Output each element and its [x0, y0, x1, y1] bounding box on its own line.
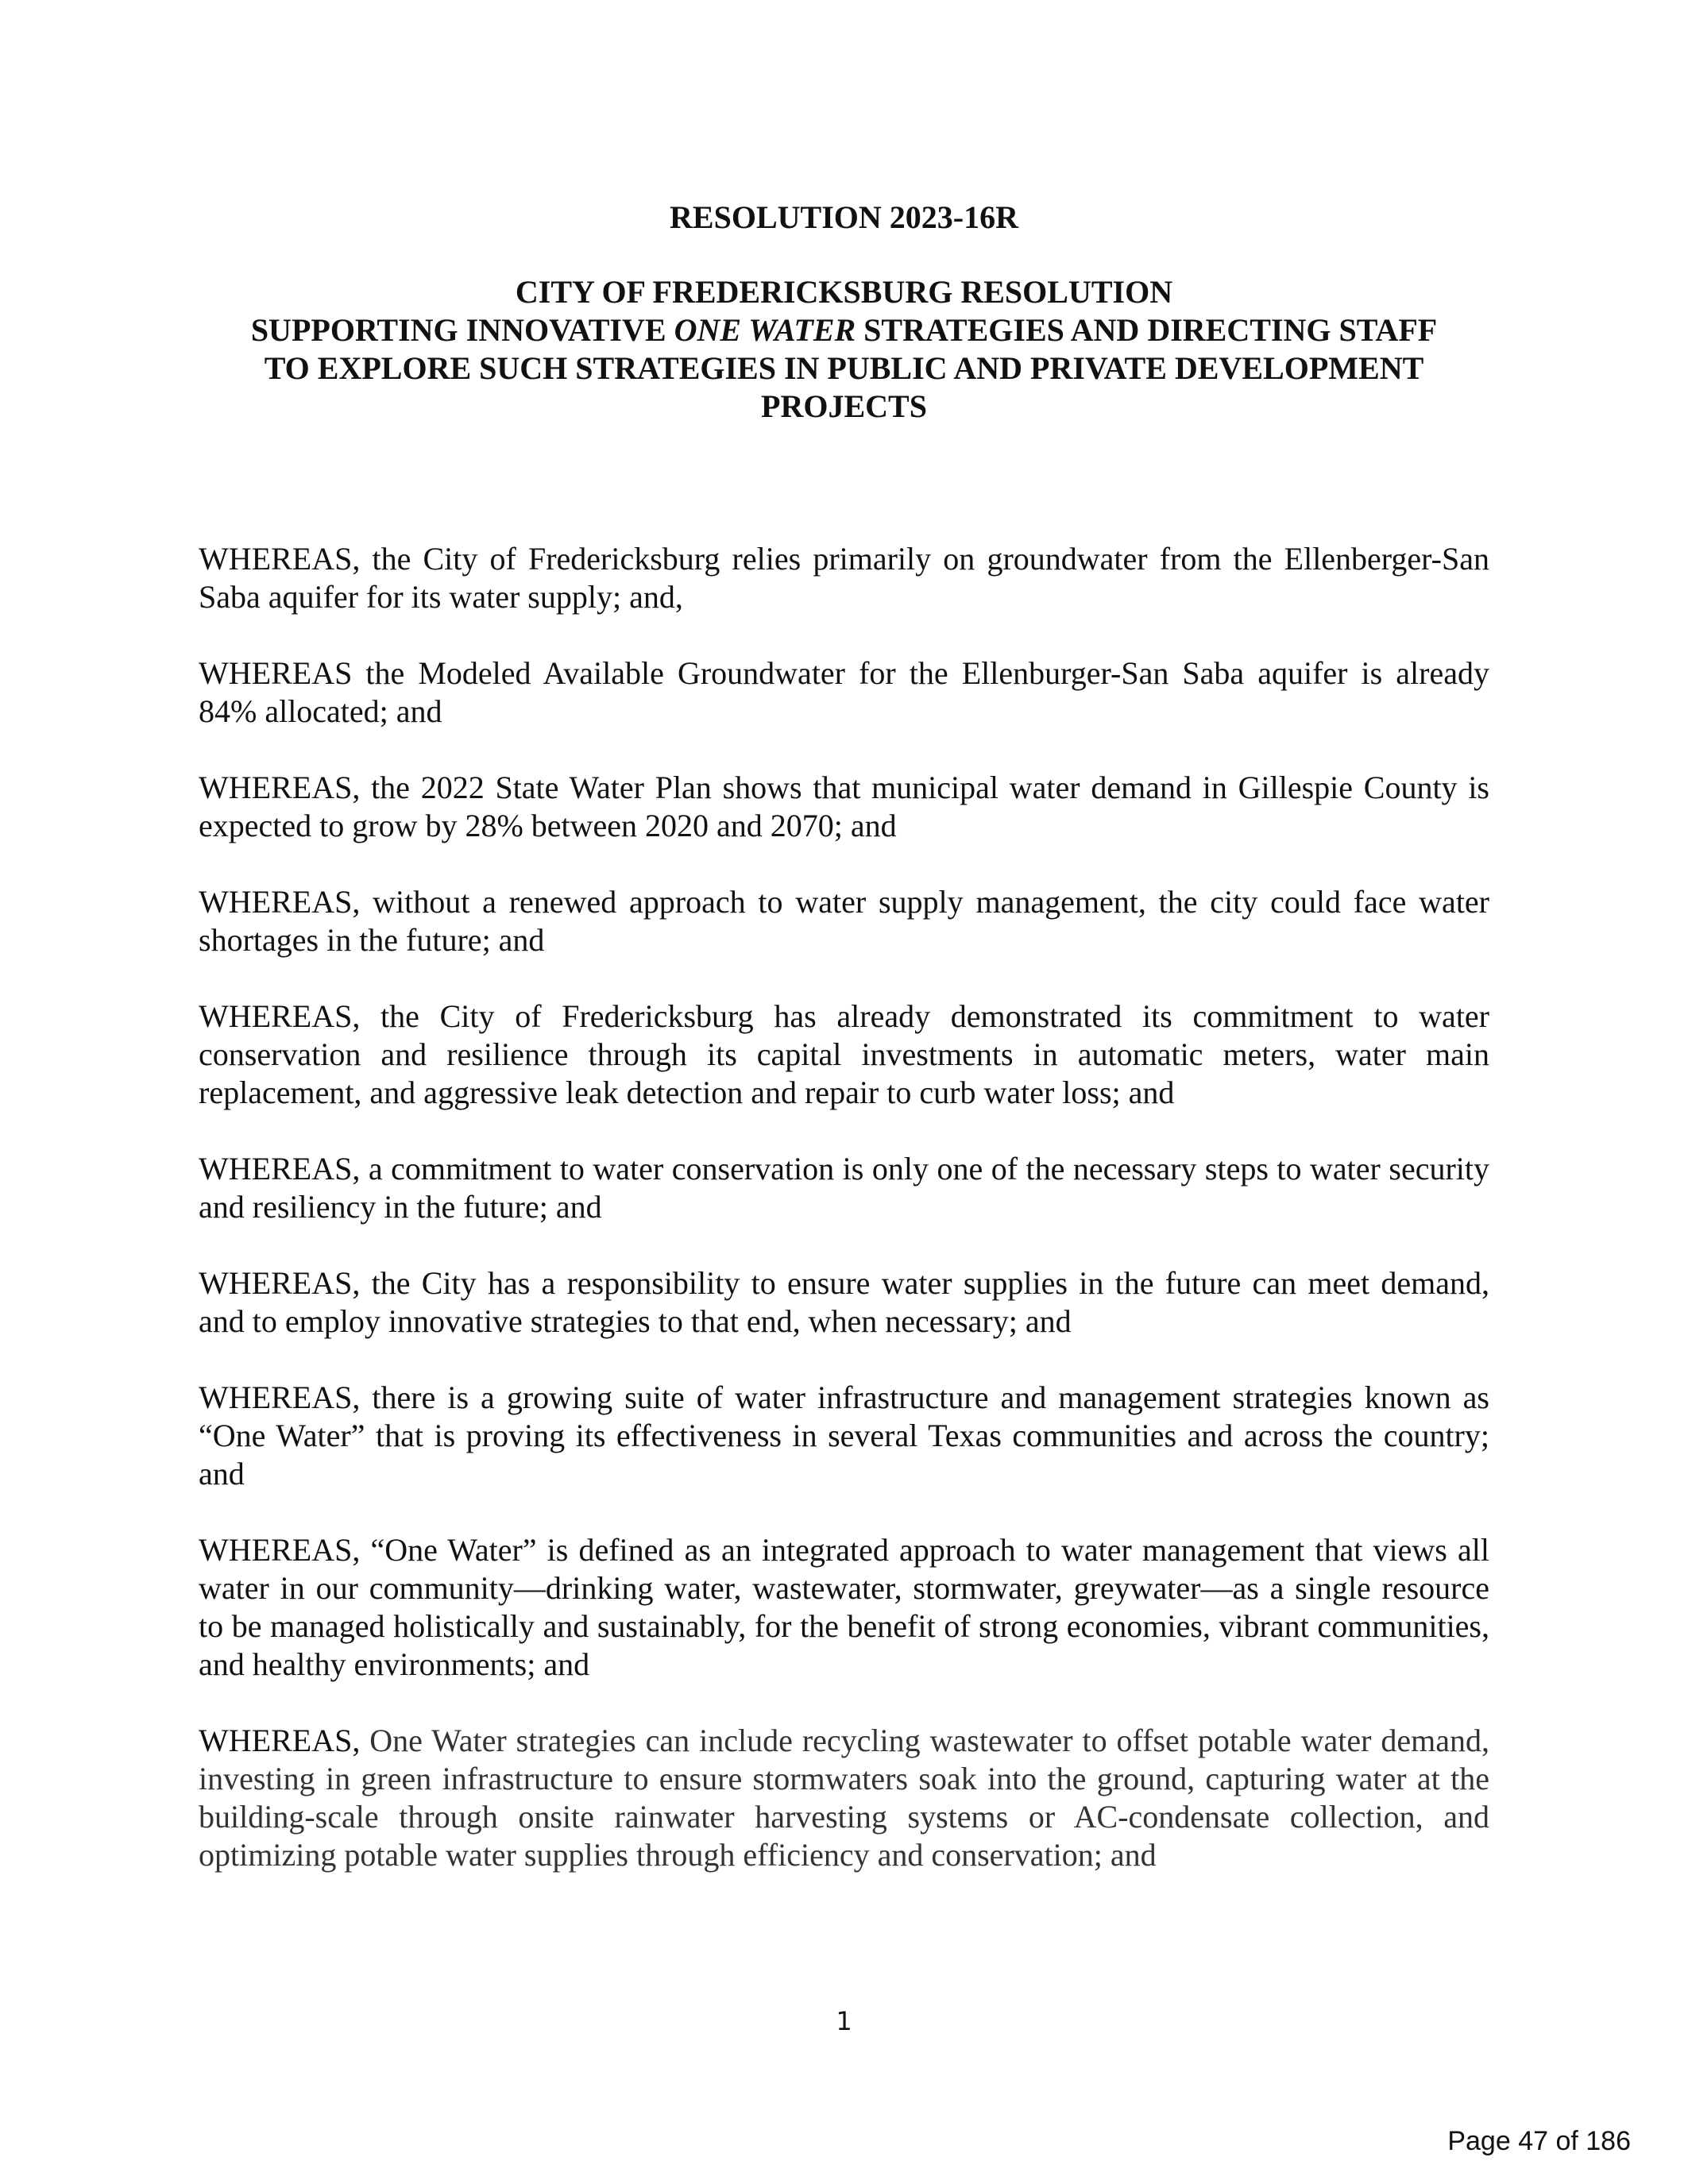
page-footer-counter: Page 47 of 186: [1447, 2126, 1631, 2156]
whereas-clause-10: [199, 1722, 1489, 1874]
whereas-clause-1: WHEREAS, the City of Fredericksburg relies primarily on groundwater from the Ellenberger-San Saba aquifer for its water supply; and,: [199, 541, 1489, 615]
whereas-clause-9: WHEREAS, “One Water” is defined as an integrated approach to water management that views all water in our community—drinking water, wastewater, stormwater, greywater—as a single resource to be managed holistically and sustainably, for the benefit of strong economies, vibrant communities, and healthy environments; and: [199, 1532, 1489, 1682]
heading-one-water-italic: ONE WATER: [674, 312, 856, 348]
whereas-clause-4: WHEREAS, without a renewed approach to water supply management, the city could face water shortages in the future; and: [199, 884, 1489, 958]
page-number: 1: [836, 2006, 852, 2036]
whereas-clause-10-text: One Water strategies can include recycling wastewater to offset potable water demand, investing in green infrastructure to ensure stormwaters soak into the ground, capturing water at the building-scale through onsite rainwater harvesting systems or AC-condensate collection, and optimizing potable water supplies through efficiency and conservation; and: [199, 1723, 1489, 1873]
whereas-clause-3: WHEREAS, the 2022 State Water Plan shows that municipal water demand in Gillespie County is expected to grow by 28% between 2020 and 2070; and: [199, 770, 1489, 843]
resolution-heading: [0, 273, 1688, 426]
heading-line-2-pre: SUPPORTING INNOVATIVE: [250, 312, 674, 348]
heading-line-3: TO EXPLORE SUCH STRATEGIES IN PUBLIC AND PRIVATE DEVELOPMENT: [264, 350, 1424, 386]
whereas-clause-8: WHEREAS, there is a growing suite of water infrastructure and management strategies known as “One Water” that is proving its effectiveness in several Texas communities and across the country; and: [199, 1379, 1489, 1491]
heading-line-4: PROJECTS: [761, 388, 927, 424]
whereas-clause-7: WHEREAS, the City has a responsibility to ensure water supplies in the future can meet demand, and to employ innovative strategies to that end, when necessary; and: [199, 1265, 1489, 1339]
resolution-body: [199, 540, 1489, 1912]
whereas-clause-10-lead: WHEREAS,: [199, 1723, 361, 1758]
heading-line-2: [0, 311, 1688, 349]
heading-line-1: CITY OF FREDERICKSBURG RESOLUTION: [515, 274, 1173, 310]
whereas-clause-2: WHEREAS the Modeled Available Groundwater for the Ellenburger-San Saba aquifer is already 84% allocated; and: [199, 655, 1489, 729]
whereas-clause-6: WHEREAS, a commitment to water conservation is only one of the necessary steps to water security and resiliency in the future; and: [199, 1151, 1489, 1225]
resolution-number: RESOLUTION 2023-16R: [670, 199, 1018, 235]
whereas-clause-5: WHEREAS, the City of Fredericksburg has already demonstrated its commitment to water conservation and resilience through its capital investments in automatic meters, water main replacement, and aggressive leak detection and repair to curb water loss; and: [199, 998, 1489, 1110]
heading-line-2-post: STRATEGIES AND DIRECTING STAFF: [856, 312, 1438, 348]
